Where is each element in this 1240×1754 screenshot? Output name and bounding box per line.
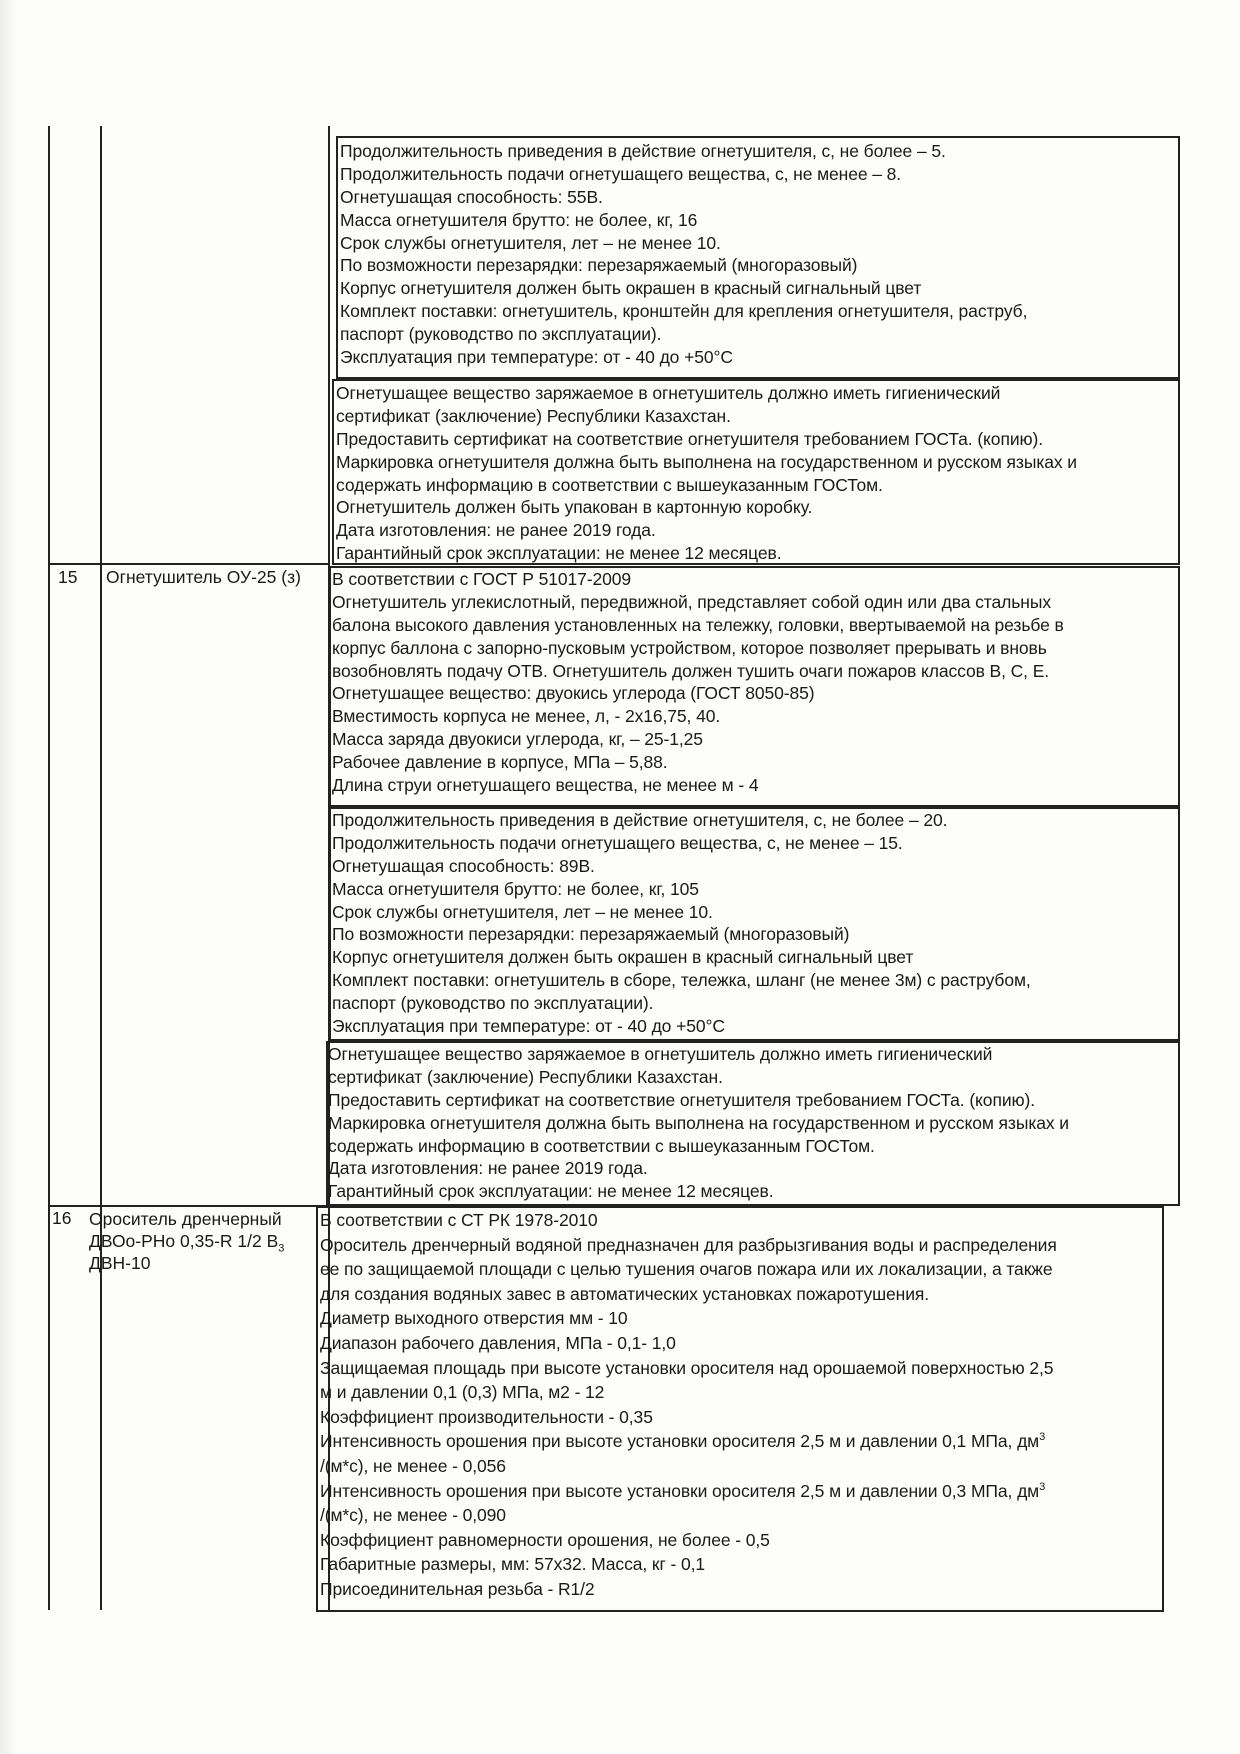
row15-number: 15 — [58, 567, 78, 587]
unit-superscript: 3 — [1039, 1431, 1046, 1444]
row-separator-16 — [48, 1205, 330, 1207]
row16-number: 16 — [52, 1208, 72, 1228]
table-left-border — [48, 126, 50, 1610]
row14-spec-b: Огнетушащее вещество заряжаемое в огнетушитель должно иметь гигиенический сертификат (заключение) Республики Казахстан. Предоставить сертификат на соответствие огнетушителя требованием ГОСТа. (копию). Маркировка огнетушителя должна быть выполнена на государственном и русском языках и содержать информацию в соответствии с вышеуказанным ГОСТом. Огнетушитель должен быть упакован в картонную коробку. Дата изготовления: не ранее 2019 года. Гарантийный срок эксплуатации: не менее 12 месяцев. — [336, 383, 1077, 564]
scan-edge — [0, 0, 18, 1754]
row14-spec-a: Продолжительность приведения в действие огнетушителя, с, не более – 5. Продолжительность подачи огнетушащего вещества, с, не менее – 8. Огнетушащая способность: 55В. Масса огнетушителя брутто: не более, кг, 16 Срок службы огнетушителя, лет – не менее 10. По возможности перезарядки: перезаряжаемый (многоразовый) Корпус огнетушителя должен быть окрашен в красный сигнальный цвет Комплект поставки: огнетушитель, кронштейн для крепления огнетушителя, раструб, паспорт (руководство по эксплуатации). Эксплуатация при температуре: от - 40 до +50°С — [340, 141, 1028, 368]
row15-spec-c: Огнетушащее вещество заряжаемое в огнетушитель должно иметь гигиенический сертификат (заключение) Республики Казахстан. Предоставить сертификат на соответствие огнетушителя требованием ГОСТа. (копию). Маркировка огнетушителя должна быть выполнена на государственном и русском языках и содержать информацию в соответствии с вышеуказанным ГОСТом. Дата изготовления: не ранее 2019 года. Гарантийный срок эксплуатации: не менее 12 месяцев. — [328, 1044, 1069, 1202]
row16-item-name: Ороситель дренчерный ДВОо-РНо 0,35-R 1/2 $В_3$ ДВН-10 — [89, 1209, 285, 1273]
row15-spec-a: В соответствии с ГОСТ Р 51017-2009 Огнетушитель углекислотный, передвижной, представляет собой один или два стальных балона высокого давления установленных на тележку, головки, ввертываемой на резьбе в корпус баллона с запорно-пусковым устройством, которое позволяет прерывать и вновь возобновлять подачу ОТВ. Огнетушитель должен тушить очаги пожаров классов В, С, Е. Огнетушащее вещество: двуокись углерода (ГОСТ 8050-85) Вместимость корпуса не менее, л, - 2х16,75, 40. Масса заряда двуокиси углерода, кг, – 25-1,25 Рабочее давление в корпусе, МПа – 5,88. Длина струи огнетушащего вещества, не менее м - 4 — [332, 569, 1064, 796]
row16-name-subscript: 3 — [278, 1242, 285, 1255]
column-divider-number — [100, 126, 102, 1610]
row16-spec: В соответствии с СТ РК 1978-2010 Ороситель дренчерный водяной предназначен для разбрызгивания воды и распределения ее по защищаемой площади с целью тушения очагов пожара или их локализации, а также для создания водяных завес в автоматических установках пожаротушения. Диаметр выходного отверстия мм - 10 Диапазон рабочего давления, МПа - 0,1- 1,0 Защищаемая площадь при высоте установки оросителя над орошаемой поверхностью 2,5 м и давлении 0,1 (0,3) МПа, м2 - 12 Коэффициент производительности - 0,35 Интенсивность орошения при высоте установки оросителя 2,5 м и давлении 0,1 МПа, $дм^3$ /(м*с), не менее - 0,056 Интенсивность орошения при высоте установки оросителя 2,5 м и давлении 0,3 МПа, $дм^3$ /(м*с), не менее - 0,090 Коэффициент равномерности орошения, не более - 0,5 Габаритные размеры, мм: 57х32. Масса, кг - 0,1 Присоединительная резьба - R1/2 — [320, 1210, 1057, 1599]
row-separator-15 — [48, 563, 330, 565]
unit-superscript: 3 — [1039, 1480, 1046, 1493]
row15-spec-b: Продолжительность приведения в действие огнетушителя, с, не более – 20. Продолжительность подачи огнетушащего вещества, с, не менее – 15. Огнетушащая способность: 89В. Масса огнетушителя брутто: не более, кг, 105 Срок службы огнетушителя, лет – не менее 10. По возможности перезарядки: перезаряжаемый (многоразовый) Корпус огнетушителя должен быть окрашен в красный сигнальный цвет Комплект поставки: огнетушитель в сборе, тележка, шланг (не менее 3м) с раструбом, паспорт (руководство по эксплуатации). Эксплуатация при температуре: от - 40 до +50°С — [332, 810, 1031, 1037]
row15-item-name: Огнетушитель ОУ-25 (з) — [106, 567, 301, 587]
